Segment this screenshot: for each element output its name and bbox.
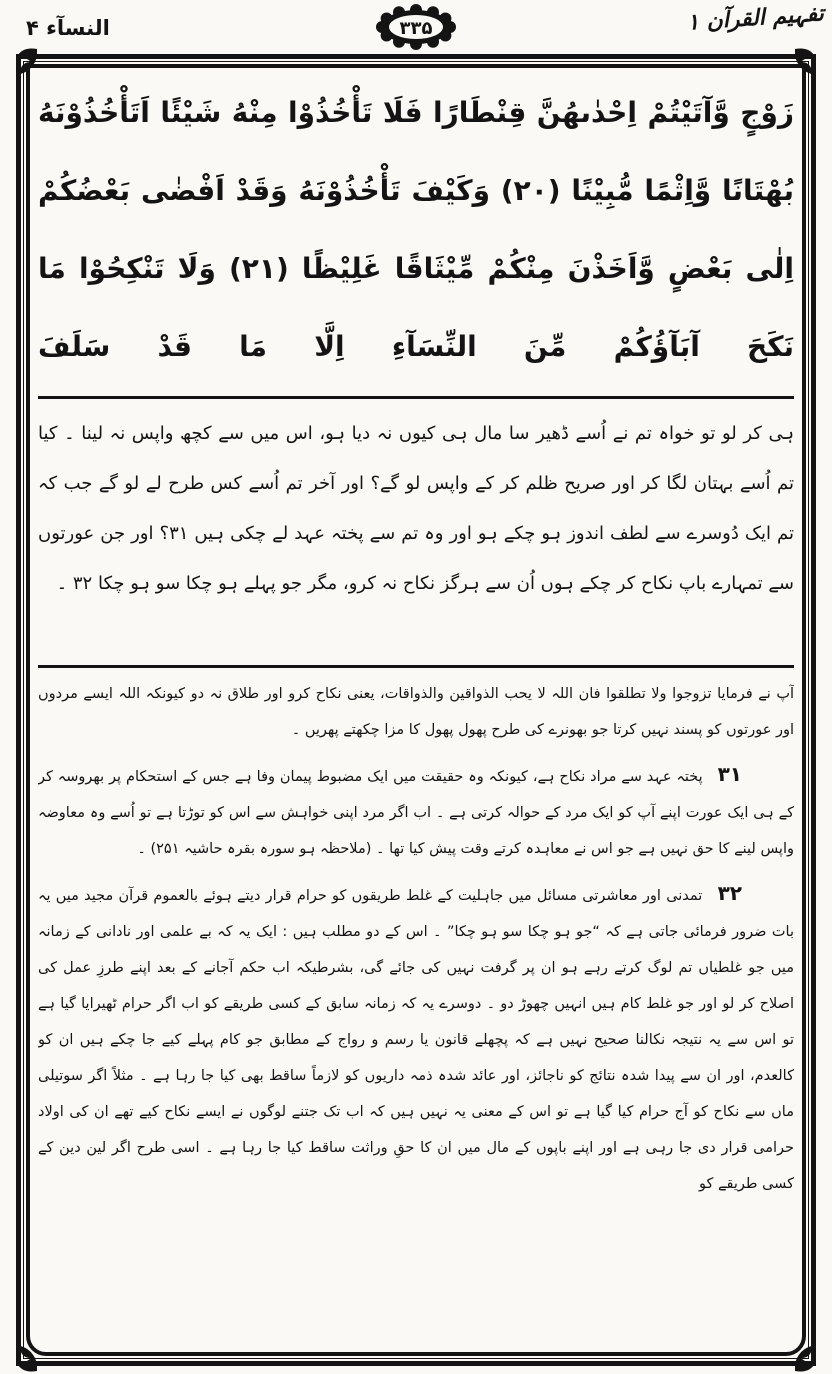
running-head bbox=[0, 0, 832, 54]
footnote-31 bbox=[38, 756, 794, 867]
page-number-medallion bbox=[368, 0, 464, 58]
corner-floral-icon bbox=[793, 47, 823, 77]
footnote-32 bbox=[38, 875, 794, 1202]
footnote-32-text: تمدنی اور معاشرتی مسائل میں جاہلیت کے غلط طریقوں کو حرام قرار دیتے ہوئے بالعموم قرآن مجید میں یہ بات ضرور فرمائی جاتی ہے کہ “جو ہو چکا سو ہو چکا” ۔ اس کے دو مطلب ہیں : ایک یہ کہ بے علمی اور نادانی کے زمانہ میں جو غلطیاں تم لوگ کرتے رہے ہو ان پر گرفت نہیں کی جائے گی، بشرطیکہ اب حکم آجانے کے بعد اپنے طرزِ عمل کی اصلاح کر لو اور جو غلط کام ہیں انہیں چھوڑ دو ۔ دوسرے یہ کہ زمانہ سابق کے کسی طریقے کو اب اگر حرام ٹھیرایا گیا ہے تو اس سے یہ نتیجہ نکالنا صحیح نہیں ہے کہ پچھلے قانون یا رسم و رواج کے مطابق جو کام پہلے کیے جا چکے ہیں ان کو کالعدم، اور ان سے پیدا شدہ نتائج کو ناجائز، اور عائد شدہ ذمہ داریوں کو لازماً ساقط بھی کیا جا رہا ہے ۔ مثلاً اگر سوتیلی ماں سے نکاح کو آج حرام کیا گیا ہے تو اس کے معنی یہ نہیں ہیں کہ اب تک جتنے لوگوں نے ایسے نکاح کیے تھے ان کی اولاد حرامی قرار دی جا رہی ہے اور اپنے باپوں کے مال میں ان کا حقِ وراثت ساقط کیا جا رہا ہے ۔ اسی طرح اگر لین دین کے کسی طریقے کو bbox=[38, 888, 794, 1192]
corner-floral-icon bbox=[9, 1343, 39, 1373]
footnotes-section bbox=[38, 668, 794, 1202]
corner-floral-icon bbox=[9, 47, 39, 77]
footnote-31-text: پختہ عہد سے مراد نکاح ہے، کیونکہ وہ حقیقت میں ایک مضبوط پیمان وفا ہے جس کے استحکام پر بھروسہ کر کے ہی ایک عورت اپنے آپ کو ایک مرد کے حوالہ کرتی ہے ۔ اب اگر مرد اپنی خواہش سے اس کو توڑتا ہے تو اُسے وہ معاوضہ واپس لینے کا حق نہیں ہے جو اس نے معاہدہ کرتے وقت پیش کیا تھا ۔ (ملاحظہ ہو سورہ بقرہ حاشیہ ۲۵۱) ۔ bbox=[38, 769, 794, 857]
quran-verse-text: زَوْجٍ وَّآتَيْتُمْ اِحْدٰىهُنَّ قِنْطَارًا فَلَا تَأْخُذُوْا مِنْهُ شَيْئًا اَتَأْخُذُوْنَهُ بُهْتَانًا وَّاِثْمًا مُّبِيْنًا (۲۰) وَكَيْفَ تَأْخُذُوْنَهُ وَقَدْ اَفْضٰى بَعْضُكُمْ اِلٰى بَعْضٍ وَّاَخَذْنَ مِنْكُمْ مِّيْثَاقًا غَلِيْظًا (۲۱) وَلَا تَنْكِحُوْا مَا نَكَحَ آبَآؤُكُمْ مِّنَ النِّسَآءِ اِلَّا مَا قَدْ سَلَفَ bbox=[38, 96, 794, 363]
footnote-31-marker: ۳۱ bbox=[717, 762, 743, 786]
page-number: ۳۳۵ bbox=[399, 18, 433, 39]
urdu-translation-text: ہی کر لو تو خواہ تم نے اُسے ڈھیر سا مال ہی کیوں نہ دیا ہو، اس میں سے کچھ واپس نہ لینا ۔ کیا تم اُسے بہتان لگا کر اور صریح ظلم کر کے واپس لو گے؟ اور آخر تم اُسے کس طرح لے لو گے جب کہ تم ایک دُوسرے سے لطف اندوز ہو چکے ہو اور وہ تم سے پختہ عہد لے چکی ہیں ۳۱؟ اور جن عورتوں سے تمہارے باپ نکاح کر چکے ہوں اُن سے ہرگز نکاح نہ کرو، مگر جو پہلے ہو چکا سو ہو چکا ۳۲ ۔ bbox=[38, 423, 794, 594]
page-content bbox=[38, 70, 794, 1350]
floral-medallion-icon bbox=[368, 0, 464, 54]
corner-floral-icon bbox=[793, 1343, 823, 1373]
book-title: تفہیم القرآن ۱ bbox=[686, 1, 825, 36]
footnote-continuation-text: آپ نے فرمایا تزوجوا ولا تطلقوا فان اللہ لا یحب الذواقین والذواقات، یعنی نکاح کرو اور طلاق نہ دو کیونکہ اللہ ایسے مردوں اور عورتوں کو پسند نہیں کرتا جو بھونرے کی طرح پھول پھول کا مزا چکھتے پھریں ۔ bbox=[38, 686, 794, 738]
ornamental-frame bbox=[16, 54, 816, 1366]
surah-title: النسآء ۴ bbox=[26, 16, 110, 40]
footnote-32-marker: ۳۲ bbox=[717, 881, 742, 905]
